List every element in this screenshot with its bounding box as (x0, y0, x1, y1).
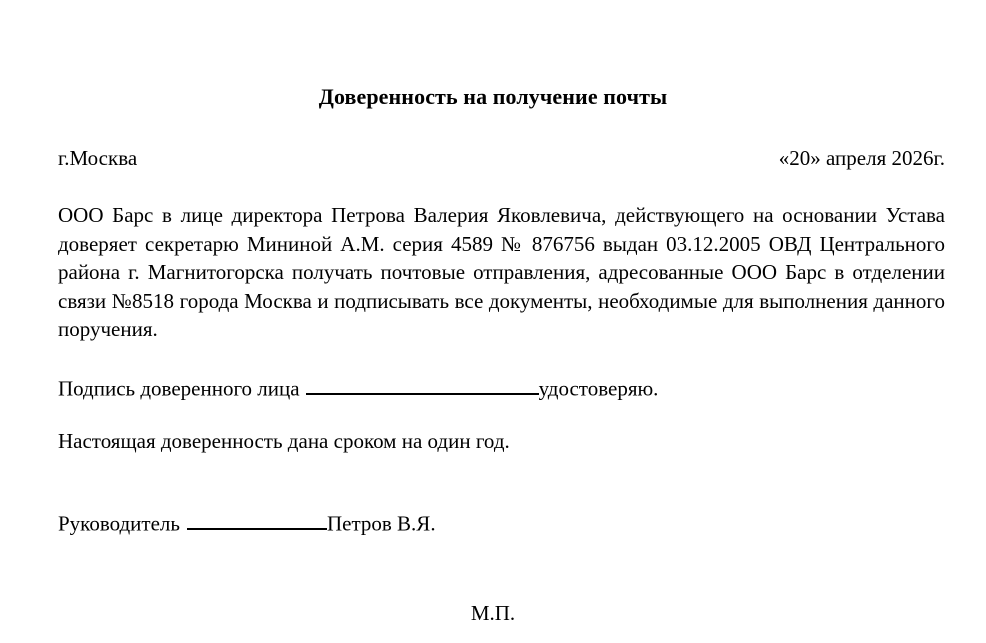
validity-term-line (58, 429, 510, 454)
stamp-placeholder (0, 601, 986, 626)
chief-name: Петров В.Я. (326, 511, 436, 536)
document-meta-row (58, 146, 945, 171)
date-label: «20» апреля 2026г. (778, 146, 945, 170)
stamp-label: М.П. (470, 601, 516, 625)
chief-label: Руководитель (58, 511, 180, 536)
trustee-signature-suffix: удостоверяю. (538, 376, 659, 401)
city-label: г.Москва (58, 146, 138, 170)
page-title: Доверенность на получение почты (318, 84, 668, 109)
chief-signature-line (58, 509, 436, 536)
body-text-block (58, 201, 945, 344)
validity-term-text: Настоящая доверенность дана сроком на один год. (58, 429, 510, 453)
trustee-signature-line (58, 374, 658, 401)
trustee-signature-label: Подпись доверенного лица (58, 376, 300, 401)
body-paragraph: ООО Барс в лице директора Петрова Валерия Яковлевича, действующего на основании Устава доверяет секретарю Мининой А.М. серия 4589 № 876756 выдан 03.12.2005 ОВД Центрального района г. Магнитогорска получать почтовые отправления, адресованные ООО Барс в отделении связи №8518 города Москва и подписывать все документы, необходимые для выполнения данного поручения. (58, 203, 945, 342)
chief-signature-blank[interactable] (187, 509, 327, 530)
trustee-signature-blank[interactable] (306, 374, 539, 395)
